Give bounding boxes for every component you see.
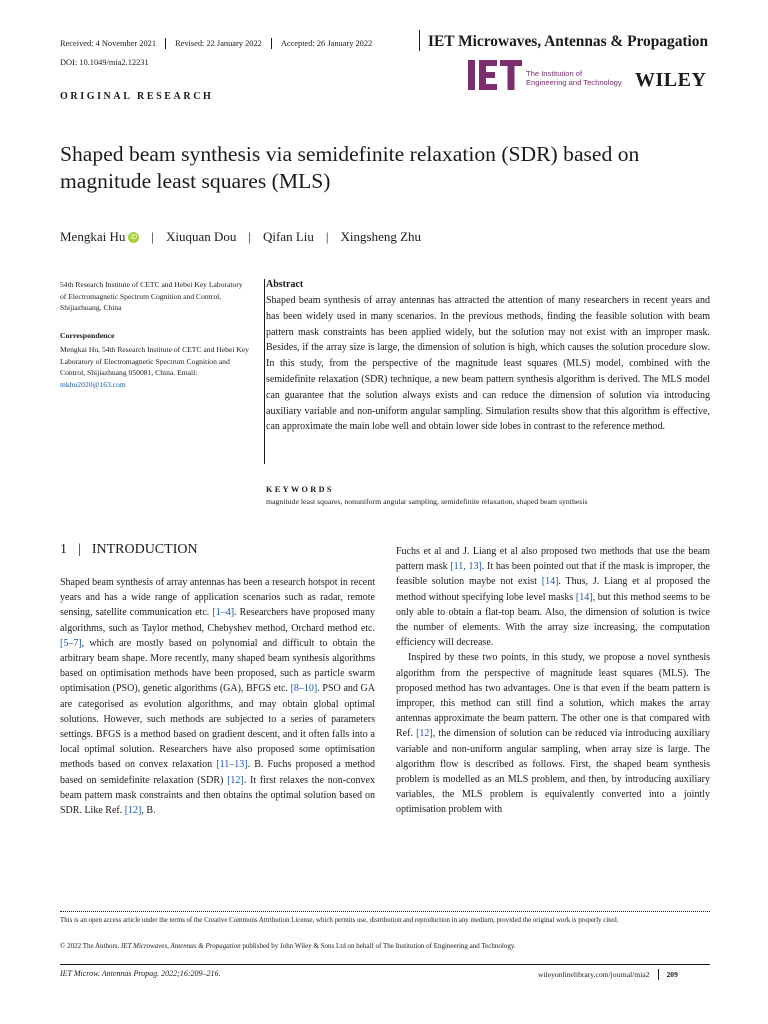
section-title: INTRODUCTION xyxy=(91,542,198,557)
keywords: magnitude least squares, nonuniform angular sampling, semidefinite relaxation, shaped beam synthesis xyxy=(266,497,588,506)
paragraph xyxy=(396,544,710,650)
institution-line: The Institution of xyxy=(526,69,583,78)
journal-title[interactable]: IET Microwaves, Antennas & Propagation xyxy=(428,33,709,50)
text-run: Inspired by these two points, in this study, we propose a novel synthesis algorithm from the perspective of magnitude least squares (MLS). The proposed method has two advantages. One is that even if the beam pattern is improper, this method can still find a solution, which makes the array antennas approximate the beam pattern. The other one is that compared with Ref. xyxy=(396,652,710,740)
divider: | xyxy=(78,542,81,557)
copyright-journal: IET Microwaves, Antennas & Propagation xyxy=(121,942,241,950)
doi[interactable]: DOI: 10.1049/mia2.12231 xyxy=(60,58,149,67)
text-run: . PSO and GA are categorised as evolution algorithms, and may obtain global optimal solutions. However, such methods are subjected to a series of parameters settings. BFGS is a method based on gradient descent, and it often falls into a local optimal solution. Researchers have also proposed some optimisation methods based on convex relaxation xyxy=(60,683,375,771)
copyright xyxy=(60,942,710,950)
iet-logo xyxy=(466,58,524,92)
revised-date: Revised: 22 January 2022 xyxy=(175,39,262,48)
author-list xyxy=(60,229,421,245)
page-number: 209 xyxy=(666,970,678,979)
citation-link[interactable]: [8–10] xyxy=(290,683,318,695)
text-run: . B. Fuchs proposed a method based on semidefinite relaxation (SDR) xyxy=(60,759,375,786)
accepted-date: Accepted: 26 January 2022 xyxy=(280,39,373,48)
text-run: , the dimension of solution can be reduced via introducing auxiliary variable and non-uniform angular sampling, when array size is large. The algorithm flow is described as follows. First, the shaped beam synthesis problem is modelled as an MLS problem, and then, by introducing auxiliary variables, the MLS problem is equivalently converted into a jointly optimisation problem with xyxy=(396,728,710,816)
divider xyxy=(271,38,272,49)
article-type: ORIGINAL RESEARCH xyxy=(60,91,214,102)
text-run: . Thus, J. Liang et al proposed the method without specifying lobe level masks xyxy=(396,576,711,603)
text-run: , but this method seems to be only able to obtain a flat-top beam. Also, the dimension of solution is twice the number of elements. With the array size increasing, the computation efficiency will decrease. xyxy=(396,591,710,649)
divider: | xyxy=(248,229,251,244)
footnote-divider xyxy=(60,911,710,912)
institution-name xyxy=(526,69,636,88)
text-run: Shaped beam synthesis of array antennas has been a research hotspot in recent years and has a wide range of application scenarios such as radar, remote sensing, satellite communication etc. xyxy=(60,577,375,619)
citation-link[interactable]: [1–4] xyxy=(212,607,235,619)
body-column-left xyxy=(60,575,375,818)
paragraph xyxy=(396,650,710,817)
abstract-text: Shaped beam synthesis of array antennas has attracted the attention of many researchers in recent years and has been widely used in many scenarios. In the previous methods, finding the feasible solution with beam pattern mask constraints has been applied widely, but the solution may not exist with an improper mask. Besides, if the array size is large, the dimension of solution is high, which causes the solution procedure slow. In this study, from the perspective of the magnitude least squares (MLS) model, combined with the semidefinite relaxation (SDR) technique, a new beam pattern synthesis algorithm is derived. The MLS model can guarantee that the solution always exists and can reduce the dimension of solution via introducing auxiliary variable and non-uniform angular sampling. Simulation results show that this algorithm is effective, can approximate the main lobe well and obtain lower side lobes in contrast to the reference method. xyxy=(266,295,710,433)
author-name[interactable]: Xingsheng Zhu xyxy=(340,229,422,244)
article-title: Shaped beam synthesis via semidefinite relaxation (SDR) based on magnitude least squares (MLS) xyxy=(60,142,640,193)
text-run: , which are mostly based on polynomial and difficult to obtain the arbitrary beam shape. More recently, many shaped beam synthesis algorithms based on optimisation methods have been proposed, such as particle swarm optimisation (PSO), genetic algorithms (GA), BFGS etc. xyxy=(60,637,375,695)
text-run: Fuchs et al and J. Liang et al also proposed two methods that use the beam pattern mask xyxy=(396,546,710,573)
citation-link[interactable]: [5–7] xyxy=(60,637,82,649)
journal-divider xyxy=(419,30,420,51)
affiliation: 54th Research Institute of CETC and Hebei Key Laboratory of Electromagnetic Spectrum Cognition and Control, Shijiazhuang, China xyxy=(60,280,243,313)
divider: | xyxy=(151,229,154,244)
citation-link[interactable]: [11, 13] xyxy=(450,561,482,573)
received-date: Received: 4 November 2021 xyxy=(60,39,157,48)
author-name[interactable]: Mengkai Hu xyxy=(60,229,126,244)
keywords-heading: KEYWORDS xyxy=(266,485,334,494)
correspondence-text: Mengkai Hu, 54th Research Institute of CETC and Hebei Key Laboratory of Electromagnetic Spectrum Cognition and Control, Shijiazhuang 050081, China. xyxy=(60,345,249,378)
citation-link[interactable]: [11–13] xyxy=(216,759,248,771)
divider xyxy=(165,38,166,49)
journal-citation: IET Microw. Antennas Propag. 2022;16:209–216. xyxy=(60,969,221,978)
copyright-prefix: © 2022 The Authors. xyxy=(60,942,121,950)
text-run: . It has been pointed out that if the mask is improper, the feasible solution maybe not exist xyxy=(396,561,710,588)
correspondence xyxy=(60,344,250,391)
author-name[interactable]: Xiuquan Dou xyxy=(165,229,237,244)
text-run: , B. xyxy=(141,805,156,817)
body-column-right xyxy=(396,544,710,818)
journal-url[interactable]: wileyonlinelibrary.com/journal/mia2 xyxy=(538,970,650,979)
text-run: . It first relaxes the non-convex beam pattern mask constraints and then obtains the optimal solution based on SDR. Like Ref. xyxy=(60,774,375,817)
copyright-suffix: published by John Wiley & Sons Ltd on behalf of The Institution of Engineering and Technology. xyxy=(240,942,516,950)
email-label: Email: xyxy=(177,368,198,378)
license-note: This is an open access article under the terms of the Creative Commons Attribution License, which permits use, distribution and reproduction in any medium, provided the original work is properly cited. xyxy=(60,917,619,924)
citation-link[interactable]: [12] xyxy=(227,774,244,786)
footer-right xyxy=(538,969,678,980)
citation-link[interactable]: [14] xyxy=(575,591,593,603)
citation-link[interactable]: [12] xyxy=(124,805,142,817)
divider: | xyxy=(325,229,329,244)
orcid-icon[interactable]: iD xyxy=(128,232,139,243)
section-number: 1 xyxy=(60,542,67,557)
author-name[interactable]: Qifan Liu xyxy=(263,229,314,244)
citation-link[interactable]: [14] xyxy=(541,576,559,588)
footer-rule xyxy=(60,964,710,965)
section-heading xyxy=(60,542,198,558)
abstract-heading: Abstract xyxy=(266,279,304,290)
wiley-logo: WILEY xyxy=(635,69,707,91)
text-run: . Researchers have proposed many algorithms, such as Taylor method, Chebyshev method, Orchard method etc. xyxy=(60,607,375,634)
email-link[interactable]: mkhu2020@163.com xyxy=(60,380,126,390)
paragraph xyxy=(60,575,375,818)
correspondence-heading: Correspondence xyxy=(60,331,115,340)
divider xyxy=(658,969,659,980)
abstract-rule xyxy=(264,279,265,464)
citation-link[interactable]: [12] xyxy=(416,728,433,740)
publication-dates xyxy=(60,38,372,49)
institution-line: Engineering and Technology xyxy=(526,78,622,88)
